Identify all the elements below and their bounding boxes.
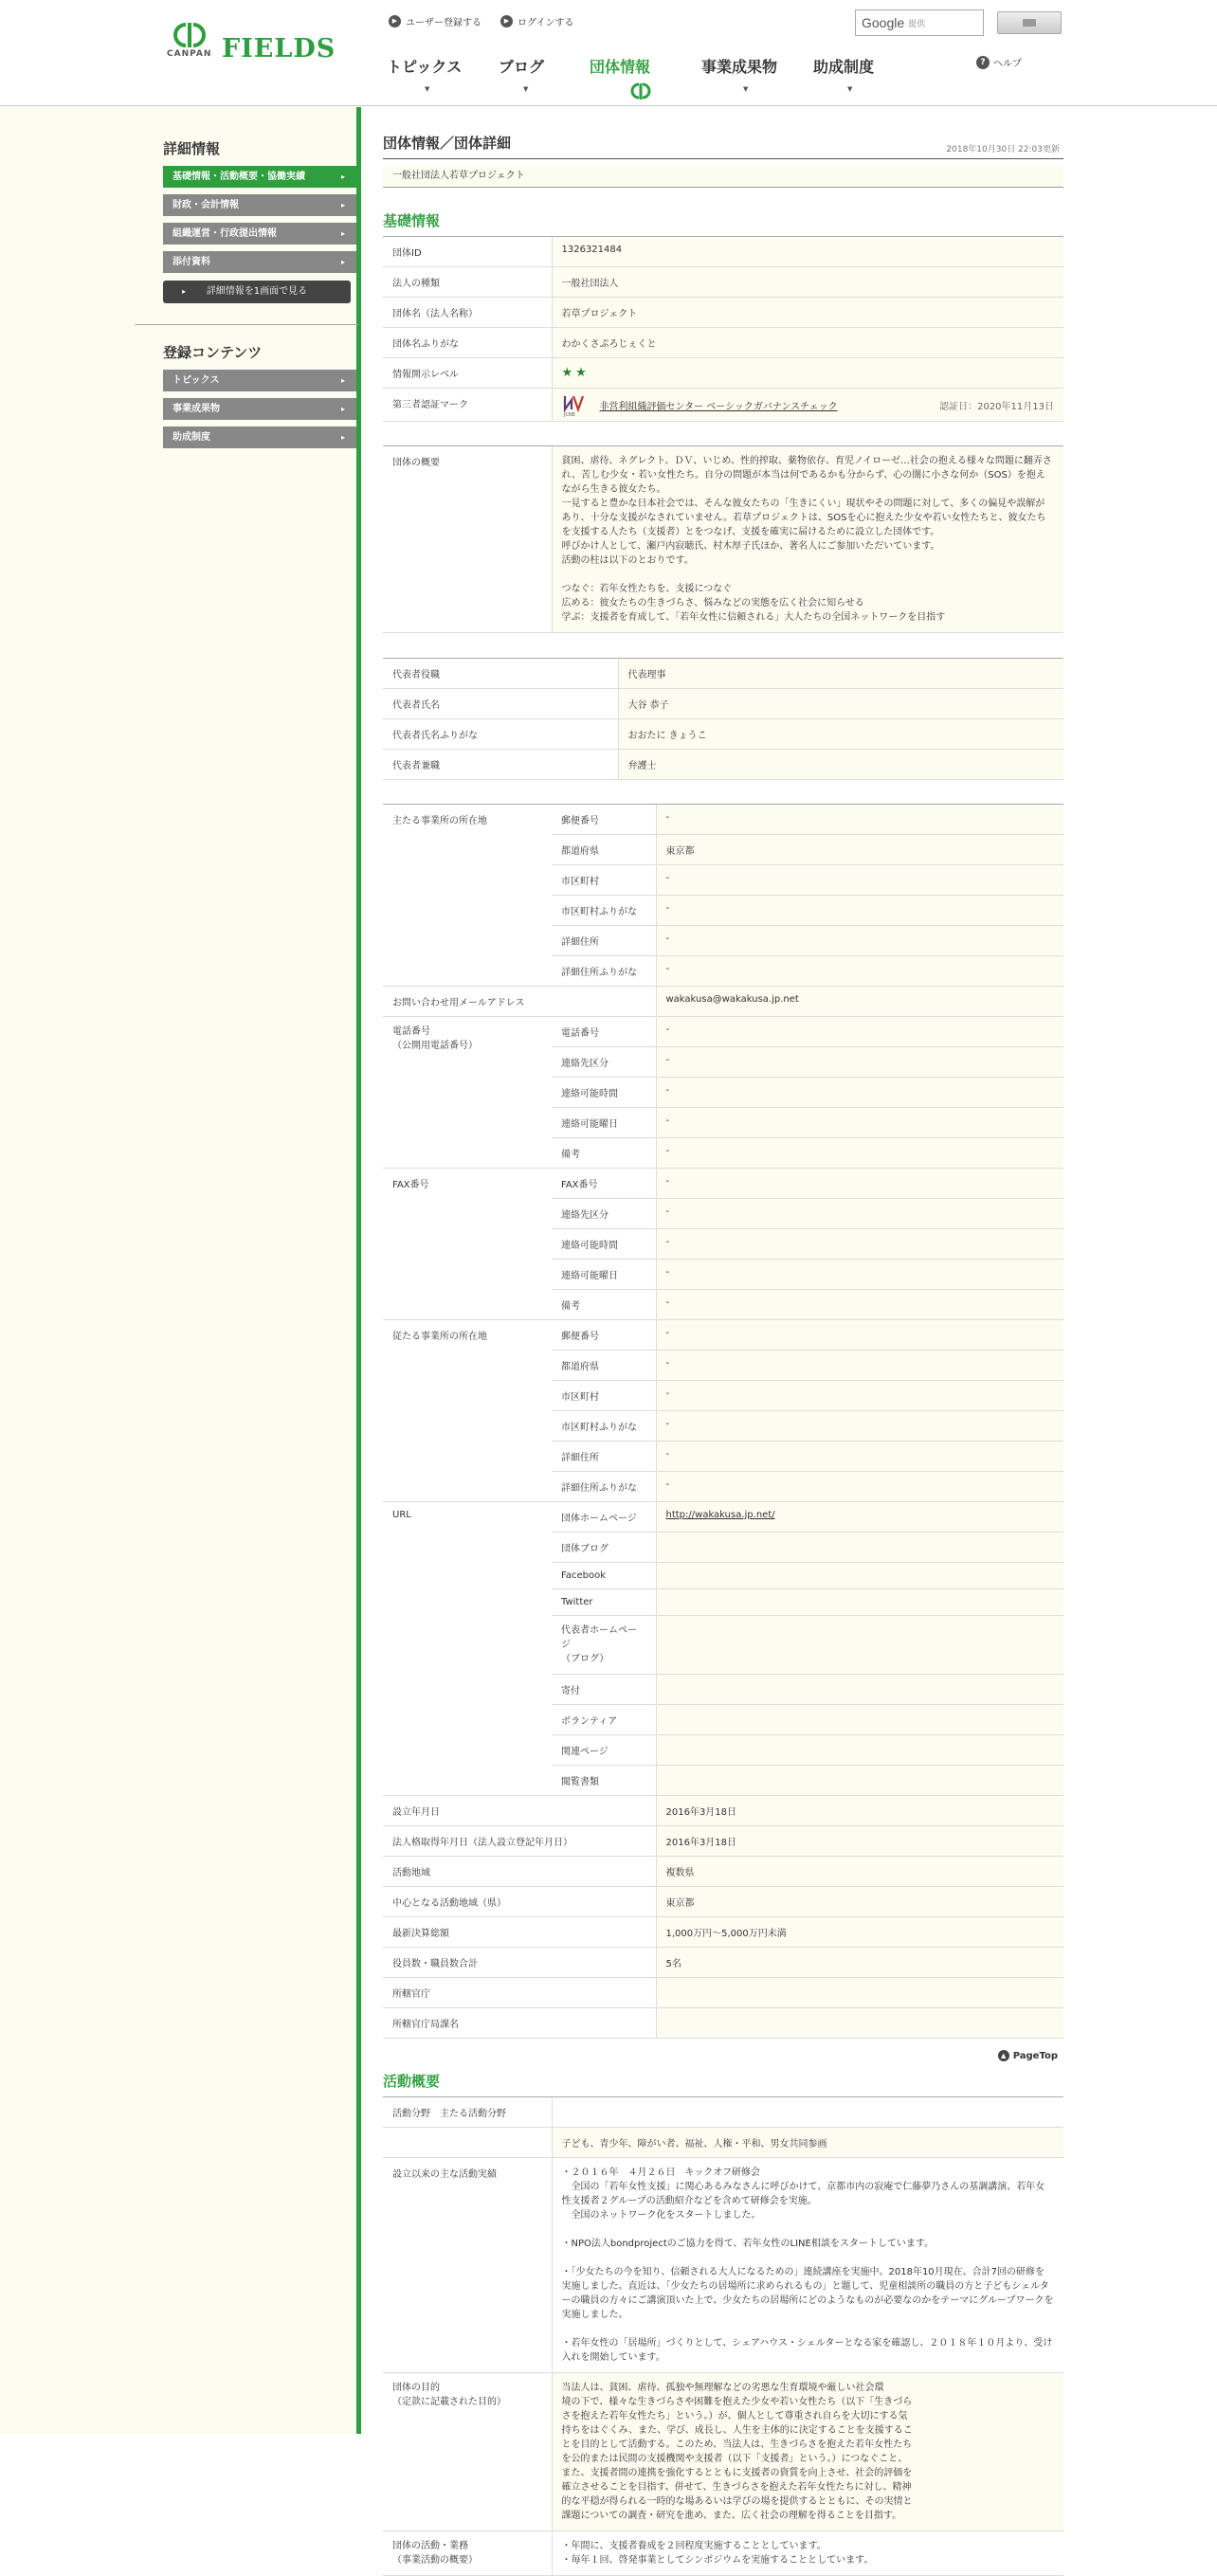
one-page-view-button[interactable] <box>163 281 351 303</box>
canpan-mark-icon <box>624 82 658 100</box>
field-label: 代表者兼職 <box>383 749 618 779</box>
field-value <box>656 1616 1063 1675</box>
field-value: - <box>656 956 1063 987</box>
contact-table <box>383 804 1063 2039</box>
table-row <box>383 1857 1063 1887</box>
field-label: 団体の目的 （定款に記載された目的） <box>383 2373 552 2531</box>
field-label: 団体の活動・業務 （事業活動の概要） <box>383 2531 552 2576</box>
arrow-right-icon: ▸ <box>182 287 187 296</box>
field-value <box>656 1766 1063 1796</box>
field-label: 最新決算総額 <box>383 1917 656 1948</box>
field-value: - <box>656 1017 1063 1047</box>
field-label: 所轄官庁局課名 <box>383 2008 656 2039</box>
sub-label: 詳細住所 <box>552 926 656 956</box>
basic-info-heading: 基礎情報 <box>383 210 1063 237</box>
sub-label: 市区町村ふりがな <box>552 896 656 926</box>
field-label: 団体の概要 <box>383 446 552 633</box>
field-value: - <box>656 1351 1063 1381</box>
basic-info-table <box>383 237 1063 658</box>
field-value: - <box>656 1411 1063 1442</box>
field-value: 2016年3月18日 <box>656 1826 1063 1857</box>
field-value: - <box>656 1169 1063 1199</box>
arrow-up-icon: ▲ <box>998 2050 1009 2061</box>
field-value: - <box>656 1442 1063 1472</box>
spacer-row <box>383 633 1063 658</box>
table-row <box>383 688 1063 718</box>
nav-grants[interactable] <box>813 53 925 100</box>
field-label: 団体名ふりがな <box>383 328 552 358</box>
sub-label: 連絡先区分 <box>552 1047 656 1078</box>
table-row <box>383 446 1063 633</box>
activity-heading: 活動概要 <box>383 2071 1063 2097</box>
sidebar-divider-bar <box>356 107 361 2434</box>
field-label: 活動分野 主たる活動分野 <box>383 2097 552 2128</box>
field-value: おおたに きょうこ <box>618 718 1063 749</box>
field-label: 代表者氏名ふりがな <box>383 718 618 749</box>
table-row <box>383 987 1063 1017</box>
sub-label: 連絡可能時間 <box>552 1229 656 1260</box>
sidebar-separator <box>135 324 358 325</box>
field-label: 設立年月日 <box>383 1796 656 1826</box>
chevron-down-icon: ▼ <box>743 85 749 93</box>
field-value: - <box>656 926 1063 956</box>
field-label: 情報開示レベル <box>383 358 552 389</box>
field-label: 中心となる活動地域（県） <box>383 1887 656 1917</box>
nav-label: トピックス <box>387 58 463 76</box>
field-label: お問い合わせ用メールアドレス <box>383 987 656 1017</box>
jcne-certification-logo-icon <box>562 392 585 417</box>
nav-blog[interactable] <box>499 53 590 100</box>
sub-label: 備考 <box>552 1290 656 1320</box>
logo-small-text: CANPAN <box>167 49 212 59</box>
activity-table <box>383 2097 1063 2576</box>
field-value: 1326321484 <box>552 237 1063 267</box>
field-value: 若草プロジェクト <box>552 298 1063 328</box>
org-name-bar: 一般社団法人若草プロジェクト <box>383 165 1063 188</box>
table-row <box>383 805 1063 835</box>
field-value <box>656 1675 1063 1705</box>
page-title: 団体情報／団体詳細 <box>383 133 1063 159</box>
field-label: 代表者氏名 <box>383 688 618 718</box>
table-row <box>383 1917 1063 1948</box>
sidebar-item-topics[interactable]: トピックス ▸ <box>163 370 356 391</box>
field-value <box>656 1705 1063 1735</box>
table-row <box>383 2128 1063 2158</box>
table-row <box>383 1796 1063 1826</box>
field-value: - <box>656 1290 1063 1320</box>
sub-label: 電話番号 <box>552 1017 656 1047</box>
field-value: 1,000万円～5,000万円未満 <box>656 1917 1063 1948</box>
field-value: 東京都 <box>656 835 1063 865</box>
field-value: わかくさぷろじぇくと <box>552 328 1063 358</box>
field-value: 弁護士 <box>618 749 1063 779</box>
sub-label: 都道府県 <box>552 835 656 865</box>
sub-label: 関連ページ <box>552 1735 656 1766</box>
sub-label: Facebook <box>552 1563 656 1589</box>
sidebar-item-attachments[interactable]: 添付資料 ▸ <box>163 251 356 273</box>
table-row <box>383 1320 1063 1351</box>
url-cell <box>656 1502 1063 1533</box>
nav-label: 事業成果物 <box>701 58 778 76</box>
one-page-view-label: 詳細情報を1画面で見る <box>206 286 308 297</box>
group-label: 電話番号 （公開用電話番号） <box>383 1017 552 1169</box>
field-value: - <box>656 1472 1063 1502</box>
field-value: 代表理事 <box>618 658 1063 688</box>
field-value: - <box>656 1199 1063 1229</box>
table-row <box>383 1017 1063 1047</box>
logo-big-text: FIELDS <box>222 34 336 63</box>
table-row <box>383 267 1063 298</box>
spacer-row <box>383 779 1063 804</box>
field-value: - <box>656 1138 1063 1169</box>
sub-label: 連絡可能曜日 <box>552 1108 656 1138</box>
field-label: 法人の種類 <box>383 267 552 298</box>
search-input[interactable] <box>855 9 984 36</box>
field-value: - <box>656 1320 1063 1351</box>
field-label: 代表者役職 <box>383 658 618 688</box>
sub-label: 詳細住所ふりがな <box>552 956 656 987</box>
user-register-label: ユーザー登録する <box>406 18 481 28</box>
user-register-link[interactable] <box>389 14 481 28</box>
sub-label: 連絡先区分 <box>552 1199 656 1229</box>
sidebar-item-outputs[interactable]: 事業成果物 ▸ <box>163 398 356 420</box>
field-value: - <box>656 1381 1063 1411</box>
table-row <box>383 1826 1063 1857</box>
site-header <box>0 0 1217 106</box>
sub-label: 団体ホームページ <box>552 1502 656 1533</box>
nav-label: 団体情報 <box>590 58 651 76</box>
canpan-logo-icon <box>163 21 216 49</box>
field-value: 2016年3月18日 <box>656 1796 1063 1826</box>
table-row <box>383 237 1063 267</box>
field-label: 所轄官庁 <box>383 1978 656 2008</box>
disclosure-level <box>552 358 1063 389</box>
sub-label: 市区町村ふりがな <box>552 1411 656 1442</box>
chevron-down-icon: ▼ <box>523 85 529 93</box>
sidebar-item-grants[interactable]: 助成制度 ▸ <box>163 426 356 448</box>
representative-table <box>383 658 1063 805</box>
sidebar <box>163 138 356 455</box>
group-label: 従たる事業所の所在地 <box>383 1320 552 1502</box>
login-label: ログインする <box>518 18 574 28</box>
sub-label: 代表者ホームページ （ブログ） <box>552 1616 656 1675</box>
updated-timestamp: 2018年10月30日 22:03更新 <box>946 145 1060 154</box>
table-row <box>383 2008 1063 2039</box>
sub-label: 連絡可能時間 <box>552 1078 656 1108</box>
overview-text: 貧困、虐待、ネグレクト、ＤＶ、いじめ、性的搾取、薬物依存、育児ノイローゼ…社会の抱える様々な問題に翻弄され、苦しむ少女・若い女性たち。自分の問題が本当は何であるかも分からず、心の闇に小さな何か（SOS）を抱えながら生きる彼女たち。 一見すると豊かな日本社会では、そんな彼女たちの「生きにくい」現状やその問題に対して、多くの偏見や誤解があり、十分な支援がなされていません。若草プロジェクトは、SOSを心に抱えた少女や若い女性たちと、彼女たちを支援する人たち（支援者）とをつなげ、支援を確実に届けるために設立した団体です。 呼びかけ人として、瀬戸内寂聴氏、村木厚子氏ほか、著名人にご参加いただいています。 活動の柱は以下のとおりです。 つなぐ：若年女性たちを、支援につなぐ 広める：彼女たちの生きづらさ、悩みなどの実態を広く社会に知らせる 学ぶ：支援者を育成して、「若年女性に信頼される」大人たちの全国ネットワークを目指す <box>552 446 1063 633</box>
table-row <box>383 1948 1063 1978</box>
cert-row <box>562 392 1055 417</box>
field-value: - <box>656 865 1063 896</box>
sidebar-item-governance[interactable]: 組織運営・行政提出情報 ▸ <box>163 223 356 245</box>
arrow-circle-icon: ▶ <box>389 15 401 27</box>
sidebar-background <box>0 107 356 2434</box>
table-row <box>383 658 1063 688</box>
jcne-logo-text: JCNE <box>563 412 575 418</box>
field-value <box>656 1563 1063 1589</box>
field-value: 東京都 <box>656 1887 1063 1917</box>
field-value: - <box>656 1260 1063 1290</box>
table-row <box>383 2373 1063 2531</box>
chevron-down-icon: ▼ <box>425 85 430 93</box>
sub-label: FAX番号 <box>552 1169 656 1199</box>
homepage-link[interactable]: http://wakakusa.jp.net/ <box>665 1510 775 1520</box>
main-content <box>383 133 1063 2576</box>
field-label: 役員数・職員数合計 <box>383 1948 656 1978</box>
nav-label: 助成制度 <box>813 58 875 76</box>
field-value: - <box>656 1078 1063 1108</box>
field-label: 活動地域 <box>383 1857 656 1887</box>
table-row <box>383 2097 1063 2128</box>
pagetop-link[interactable] <box>998 2050 1058 2061</box>
table-row <box>383 328 1063 358</box>
sidebar-registered-heading: 登録コンテンツ <box>163 344 263 361</box>
table-row <box>383 1978 1063 2008</box>
pagetop-wrap <box>383 2039 1063 2065</box>
field-value: 5名 <box>656 1948 1063 1978</box>
field-value <box>656 1589 1063 1616</box>
table-row <box>383 749 1063 779</box>
sidebar-item-finance[interactable]: 財政・会計情報 ▸ <box>163 194 356 216</box>
global-nav <box>387 53 925 100</box>
certification-date: 認証日：2020年11月13日 <box>939 401 1054 412</box>
activity-fields-value: 子ども、青少年、障がい者、福祉、人権・平和、男女共同参画 <box>552 2128 1063 2158</box>
utility-links <box>389 14 574 28</box>
field-value: - <box>656 1229 1063 1260</box>
purpose-text: 当法人は、貧困、虐待、孤独や無理解などの劣悪な生育環境や厳しい社会環 境の下で、様々な生きづらさや困難を抱えた少女や若い女性たち（以下「生きづら さを抱えた若年女性たち」という。）が、個人として尊重され自らを大切にする気 持ちをはぐくみ、また、学び、成長し、人生を主体的に決定することを支援するこ とを目的として活動する。このため、当法人は、生きづらさを抱えた若年女性たち を公的または民間の支援機関や支援者（以下「支援者」という。）につなぐこと、 また、支援者間の連携を強化するとともに支援者の資質を向上させ、社会的評価を 確立させることを目指す。併せて、生きづらさを抱えた若年女性たちに対し、精神 的な平穏が得られる一時的な場あるいは学びの場を提供するとともに、その実情と 課題についての調査・研究を進め、また、広く社会の理解を得ることを目指す。 <box>552 2373 1063 2531</box>
field-label: 第三者認証マーク <box>383 389 552 422</box>
field-value <box>656 1533 1063 1563</box>
sub-label: 郵便番号 <box>552 805 656 835</box>
achievements-text: ・２０１６年 ４月２６日 キックオフ研修会 全国の「若年女性支援」に関心あるみなさんに呼びかけて、京都市内の寂庵で仁藤夢乃さんの基調講演、若年女性支援者２グループの活動紹介などを含めて研修会を実施。 全国のネットワーク化をスタートしました。 ・NPO法人bondprojectのご協力を得て、若年女性のLINE相談をスタートしています。 ・「少女たちの今を知り、信頼される大人になるための」連続講座を実施中。2018年10月現在、合計7回の研修を実施しました。直近は、「少女たちの居場所に求められるもの」と題して、児童相談所の職員の方と子どもシェルターの職員の方々にご講演頂いた上で、少女たちの居場所にどのようなものが必要なのかをテーマにグループワークを実施しました。 ・若年女性の「居場所」づくりとして、シェアハウス・シェルターとなる家を確認し、２０１８年１０月より、受け入れを開始しています。 <box>552 2158 1063 2373</box>
group-label: 主たる事業所の所在地 <box>383 805 552 987</box>
sub-label: 閲覧書類 <box>552 1766 656 1796</box>
field-value <box>656 1735 1063 1766</box>
business-text: ・年間に、支援者養成を２回程度実施することとしています。 ・毎年１回、啓発事業としてシンポジウムを実施することとしています。 <box>552 2531 1063 2576</box>
search-placeholder: 提供 <box>908 19 926 29</box>
field-label: 法人格取得年月日（法人設立登記年月日） <box>383 1826 656 1857</box>
field-label: 団体ID <box>383 237 552 267</box>
field-value: - <box>656 1108 1063 1138</box>
help-icon: ? <box>976 56 990 69</box>
nav-organization[interactable] <box>590 53 701 100</box>
field-label: 設立以来の主な活動実績 <box>383 2158 552 2373</box>
sub-label: ボランティア <box>552 1705 656 1735</box>
field-value: 一般社団法人 <box>552 267 1063 298</box>
field-value: 複数県 <box>656 1857 1063 1887</box>
sub-label: 連絡可能曜日 <box>552 1260 656 1290</box>
field-value: - <box>656 805 1063 835</box>
field-label-empty <box>383 2128 552 2158</box>
nav-topics[interactable] <box>387 53 499 100</box>
field-value: - <box>656 896 1063 926</box>
site-logo[interactable] <box>159 19 339 66</box>
sub-label: 寄付 <box>552 1675 656 1705</box>
sidebar-item-basic-info[interactable]: 基礎情報・活動概要・協働実績 ▸ <box>163 166 356 188</box>
google-brand: Google <box>862 15 905 30</box>
table-row <box>383 2531 1063 2576</box>
sub-label: 団体ブログ <box>552 1533 656 1563</box>
email-value: wakakusa@wakakusa.jp.net <box>656 987 1063 1017</box>
spacer-row <box>383 422 1063 446</box>
help-label: ヘルプ <box>993 59 1022 69</box>
field-value: - <box>656 1047 1063 1078</box>
login-link[interactable] <box>500 14 574 28</box>
nav-outputs[interactable] <box>701 53 813 100</box>
chevron-down-icon: ▼ <box>847 85 853 93</box>
sub-label: 詳細住所 <box>552 1442 656 1472</box>
sub-label: 都道府県 <box>552 1351 656 1381</box>
sub-label: 郵便番号 <box>552 1320 656 1351</box>
star-rating: ★★ <box>561 366 590 380</box>
sub-label: 備考 <box>552 1138 656 1169</box>
field-value <box>552 389 1063 422</box>
table-row <box>383 1169 1063 1199</box>
arrow-circle-icon: ▶ <box>500 15 513 27</box>
sub-label: 詳細住所ふりがな <box>552 1472 656 1502</box>
table-row <box>383 1887 1063 1917</box>
field-value <box>656 2008 1063 2039</box>
table-row <box>383 298 1063 328</box>
sidebar-detail-heading: 詳細情報 <box>163 140 221 157</box>
table-row <box>383 1502 1063 1533</box>
group-label: FAX番号 <box>383 1169 552 1320</box>
nav-label: ブログ <box>499 58 545 76</box>
sub-label: 市区町村 <box>552 865 656 896</box>
sub-label: 市区町村 <box>552 1381 656 1411</box>
table-row <box>383 2158 1063 2373</box>
group-label: URL <box>383 1502 552 1796</box>
pagetop-label: PageTop <box>1012 2050 1058 2061</box>
table-row <box>383 718 1063 749</box>
help-link[interactable] <box>976 55 1022 69</box>
field-value <box>656 1978 1063 2008</box>
table-row <box>383 389 1063 422</box>
field-value: 大谷 恭子 <box>618 688 1063 718</box>
field-value-empty <box>552 2097 1063 2128</box>
field-label: 団体名（法人名称） <box>383 298 552 328</box>
sub-label: Twitter <box>552 1589 656 1616</box>
certification-link[interactable]: 非営利組織評価センター ベーシックガバナンスチェック <box>599 401 838 412</box>
table-row <box>383 358 1063 389</box>
search-button[interactable] <box>997 11 1062 34</box>
